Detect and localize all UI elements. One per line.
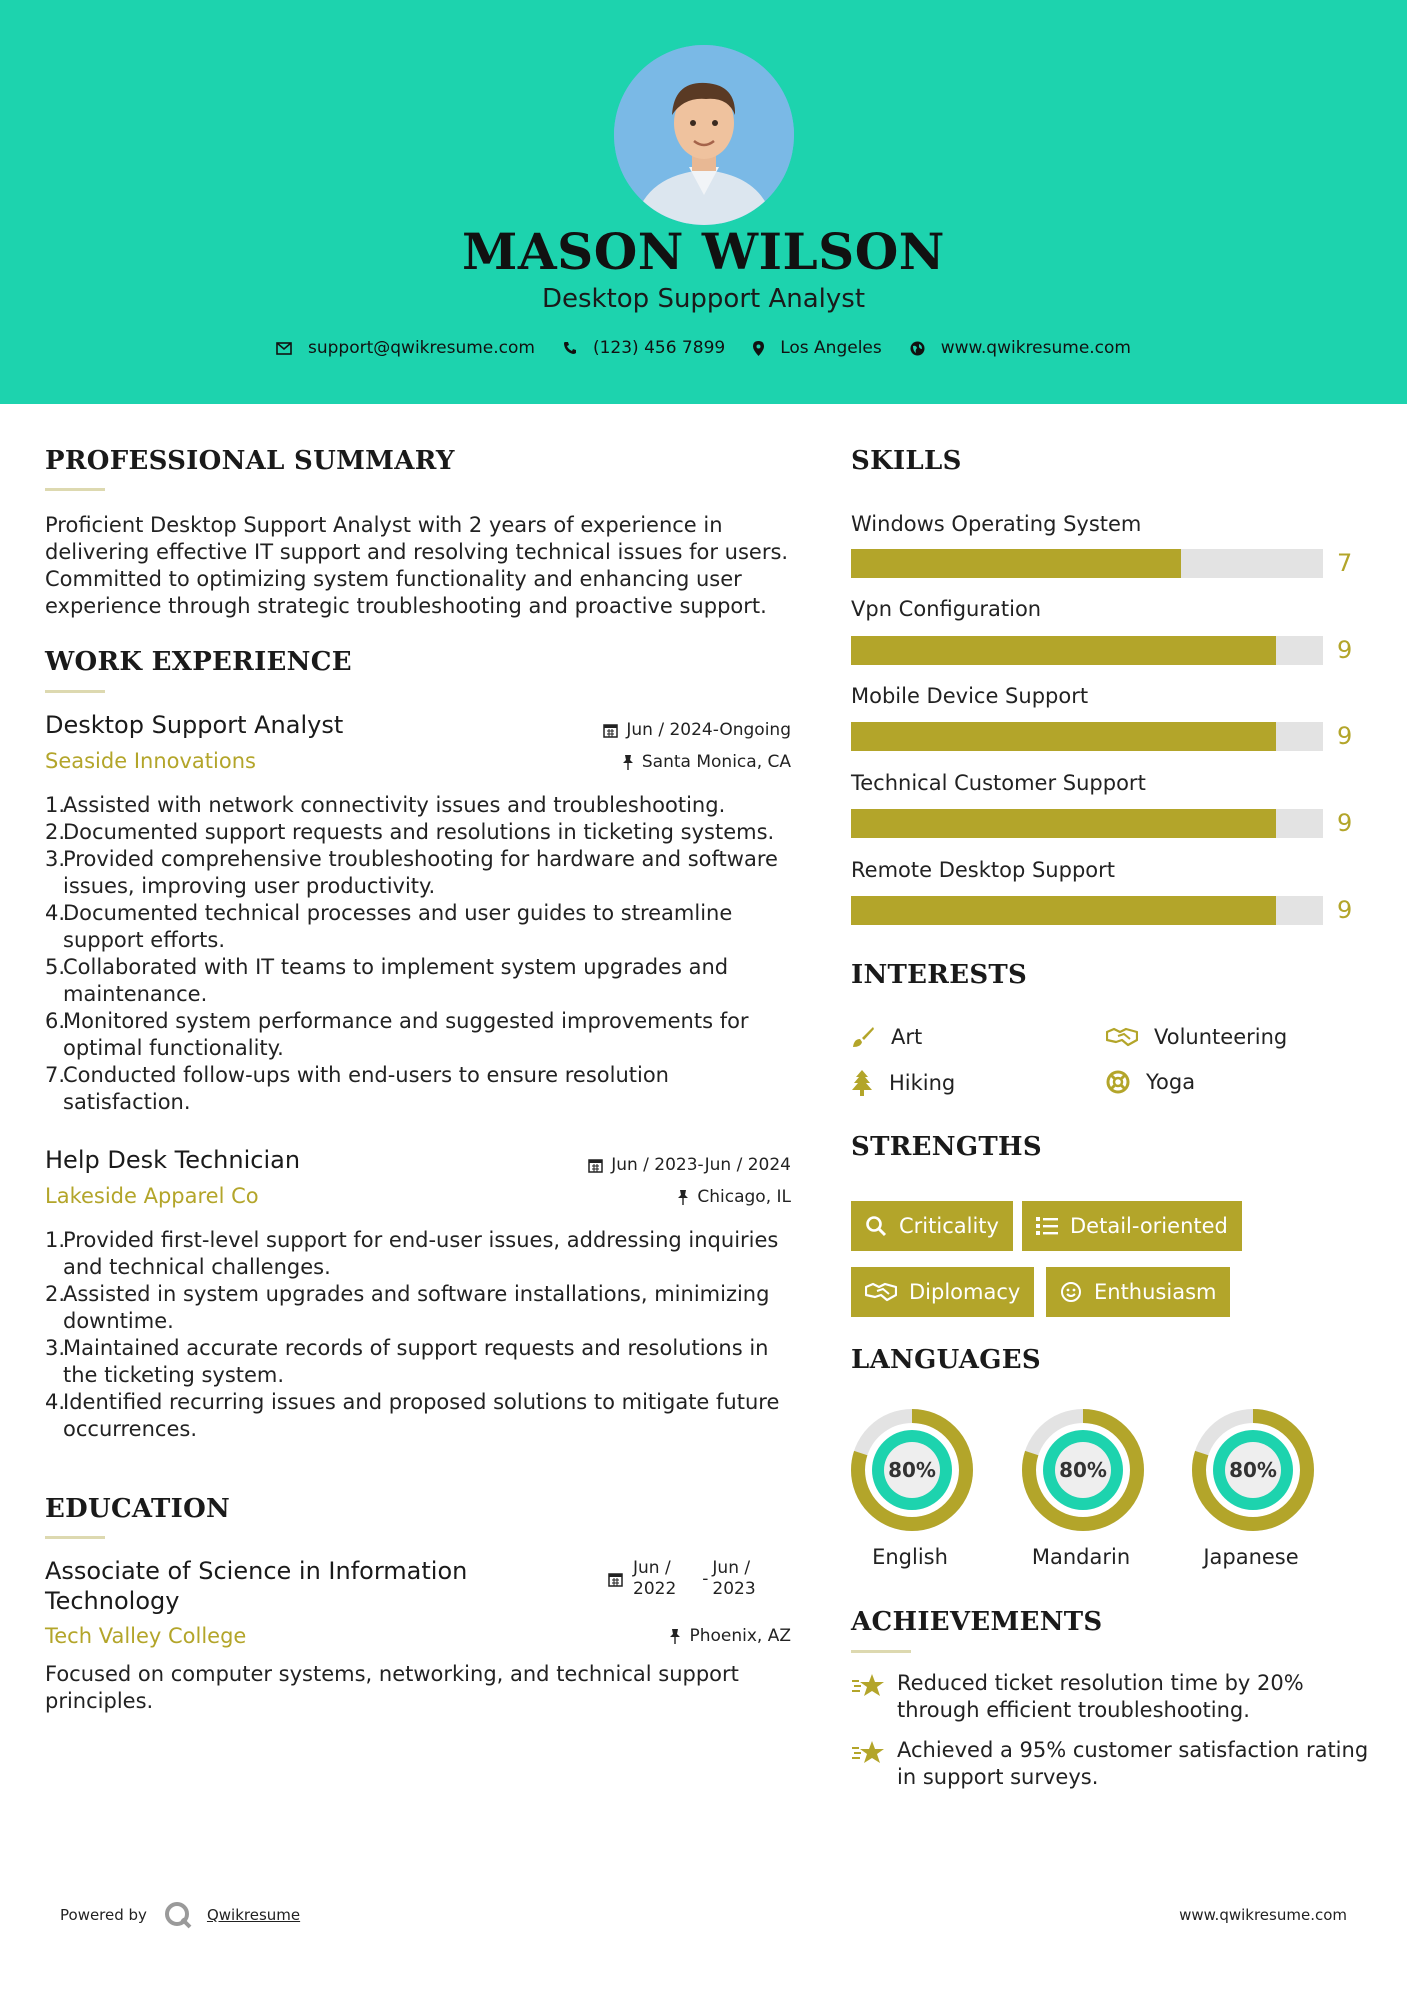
interest-item: Yoga (1106, 1070, 1195, 1094)
footer-website[interactable]: www.qwikresume.com (1179, 1906, 1347, 1924)
avatar (614, 45, 794, 225)
paintbrush-icon (851, 1025, 875, 1049)
pushpin-icon (669, 1628, 681, 1644)
skill-name: Vpn Configuration (851, 597, 1042, 621)
calendar-icon (608, 1572, 623, 1587)
footer-brand-link[interactable]: Qwikresume (206, 1906, 301, 1924)
envelope-icon (276, 342, 292, 355)
education-start: Jun / 2022 (633, 1558, 677, 1599)
contact-location-text: Los Angeles (780, 338, 882, 358)
list-icon (1036, 1216, 1058, 1236)
smile-icon (1060, 1281, 1082, 1303)
calendar-icon (603, 723, 618, 738)
job-bullets (45, 1227, 805, 1443)
candidate-name: MASON WILSON (462, 222, 945, 281)
list-item: 3. Maintained accurate records of support requests and resolutions in the ticketing system. (45, 1336, 769, 1387)
resume-header (0, 0, 1407, 404)
globe-icon (910, 341, 925, 356)
qwikresume-logo-icon (163, 1900, 193, 1930)
contact-email[interactable] (276, 338, 535, 358)
summary-heading: PROFESSIONAL SUMMARY (45, 446, 455, 476)
interest-item: Volunteering (1106, 1025, 1287, 1049)
job-location (677, 1187, 791, 1207)
achievement-item: Reduced ticket resolution time by 20% through efficient troubleshooting. (851, 1670, 1377, 1724)
handshake-icon (865, 1281, 897, 1303)
skill-bar-fill (851, 549, 1181, 578)
summary-line: Committed to optimizing system functionality and enhancing user (45, 567, 742, 591)
education-heading: EDUCATION (45, 1494, 231, 1524)
summary-text (45, 512, 815, 620)
skill-bar-fill (851, 809, 1276, 838)
job-location-text: Chicago, IL (697, 1187, 791, 1207)
search-icon (865, 1215, 887, 1237)
job-dates (603, 720, 791, 740)
degree-title: Associate of Science in Information Technology (45, 1557, 468, 1615)
skill-bar (851, 896, 1323, 925)
education-rule (45, 1536, 105, 1539)
map-pin-icon (753, 341, 764, 356)
language-name: English (872, 1545, 948, 1569)
skills-heading: SKILLS (851, 446, 962, 476)
achievements-heading: ACHIEVEMENTS (851, 1607, 1103, 1637)
star-medal-icon (851, 1672, 885, 1700)
job-location (622, 752, 791, 772)
interest-item: Art (851, 1025, 922, 1049)
summary-line: delivering effective IT support and resolving technical issues for users. (45, 540, 789, 564)
job-location-text: Santa Monica, CA (641, 752, 791, 772)
list-item: 1. Assisted with network connectivity issues and troubleshooting. (45, 793, 726, 817)
contact-website[interactable] (910, 338, 1131, 358)
handshake-icon (1106, 1026, 1138, 1048)
skill-value: 7 (1337, 549, 1353, 577)
footer-powered-by: Powered by Qwikresume (60, 1900, 300, 1930)
strengths-heading: STRENGTHS (851, 1132, 1042, 1162)
job-company: Seaside Innovations (45, 749, 256, 773)
lifering-icon (1106, 1070, 1130, 1094)
list-item: 1. Provided first-level support for end-user issues, addressing inquiries and technical challenges. (45, 1228, 779, 1279)
language-percent: 80% (1229, 1458, 1277, 1482)
list-item: 6. Monitored system performance and suggested improvements for optimal functionality. (45, 1009, 749, 1060)
skill-name: Mobile Device Support (851, 684, 1089, 708)
job-dates-text: Jun / 2023-Jun / 2024 (611, 1155, 791, 1175)
skill-bar-fill (851, 722, 1276, 751)
experience-rule (45, 690, 105, 693)
education-dates: Jun / 2022 - Jun / 2023 (608, 1558, 756, 1600)
contact-location (753, 338, 882, 358)
contact-phone-text: (123) 456 7899 (592, 338, 726, 358)
tree-icon (851, 1070, 873, 1096)
list-item: 5. Collaborated with IT teams to implement system upgrades and maintenance. (45, 955, 729, 1006)
job-title: Desktop Support Analyst (45, 711, 344, 739)
job-bullets (45, 792, 805, 1116)
interest-item: Hiking (851, 1070, 955, 1096)
skill-bar (851, 549, 1323, 578)
education-location: Phoenix, AZ (669, 1626, 791, 1646)
education-description: Focused on computer systems, networking, and technical support principles. (45, 1662, 739, 1713)
experience-heading: WORK EXPERIENCE (45, 647, 352, 677)
language-percent: 80% (888, 1458, 936, 1482)
skill-bar (851, 636, 1323, 665)
strength-chip: Diplomacy (851, 1267, 1034, 1317)
list-item: 4. Documented technical processes and user guides to streamline support efforts. (45, 901, 733, 952)
language-ring (1191, 1408, 1315, 1532)
pushpin-icon (677, 1189, 689, 1205)
list-item: 3. Provided comprehensive troubleshooting for hardware and software issues, improving user productivity. (45, 847, 778, 898)
skill-value: 9 (1337, 809, 1353, 837)
list-item: 7. Conducted follow-ups with end-users to ensure resolution satisfaction. (45, 1063, 669, 1114)
summary-line: experience through strategic troubleshooting and proactive support. (45, 594, 767, 618)
school-name: Tech Valley College (45, 1624, 247, 1648)
contact-bar (0, 338, 1407, 358)
language-ring (1021, 1408, 1145, 1532)
skill-value: 9 (1337, 896, 1353, 924)
star-medal-icon (851, 1739, 885, 1767)
skill-name: Technical Customer Support (851, 771, 1146, 795)
education-end: Jun / 2023 (712, 1558, 756, 1599)
contact-phone[interactable] (563, 338, 725, 358)
job-dates (588, 1155, 791, 1175)
calendar-icon (588, 1158, 603, 1173)
skill-bar-fill (851, 896, 1276, 925)
skill-value: 9 (1337, 722, 1353, 750)
skill-name: Remote Desktop Support (851, 858, 1115, 882)
list-item: 4. Identified recurring issues and proposed solutions to mitigate future occurrences. (45, 1390, 780, 1441)
list-item: 2. Assisted in system upgrades and software installations, minimizing downtime. (45, 1282, 770, 1333)
skill-bar (851, 722, 1323, 751)
summary-line: Proficient Desktop Support Analyst with 2 years of experience in (45, 513, 723, 537)
job-company: Lakeside Apparel Co (45, 1184, 259, 1208)
job-title: Help Desk Technician (45, 1146, 301, 1174)
achievements-rule (851, 1650, 911, 1653)
achievement-item: Achieved a 95% customer satisfaction rating in support surveys. (851, 1737, 1377, 1791)
contact-email-text: support@qwikresume.com (308, 338, 535, 358)
contact-website-text: www.qwikresume.com (940, 338, 1131, 358)
strength-chip: Criticality (851, 1201, 1013, 1251)
language-name: Mandarin (1031, 1545, 1131, 1569)
languages-heading: LANGUAGES (851, 1345, 1041, 1375)
pushpin-icon (622, 754, 634, 770)
person-photo-icon (614, 45, 794, 225)
skill-bar (851, 809, 1323, 838)
strength-chip: Enthusiasm (1046, 1267, 1230, 1317)
interests-heading: INTERESTS (851, 960, 1028, 990)
skill-value: 9 (1337, 636, 1353, 664)
list-item: 2. Documented support requests and resolutions in ticketing systems. (45, 820, 775, 844)
candidate-title: Desktop Support Analyst (541, 284, 866, 314)
summary-rule (45, 488, 105, 491)
job-dates-text: Jun / 2024-Ongoing (626, 720, 791, 740)
skill-bar-fill (851, 636, 1276, 665)
skill-name: Windows Operating System (851, 512, 1142, 536)
language-name: Japanese (1203, 1545, 1299, 1569)
language-ring (850, 1408, 974, 1532)
phone-icon (563, 341, 577, 355)
language-percent: 80% (1059, 1458, 1107, 1482)
strength-chip: Detail-oriented (1022, 1201, 1242, 1251)
